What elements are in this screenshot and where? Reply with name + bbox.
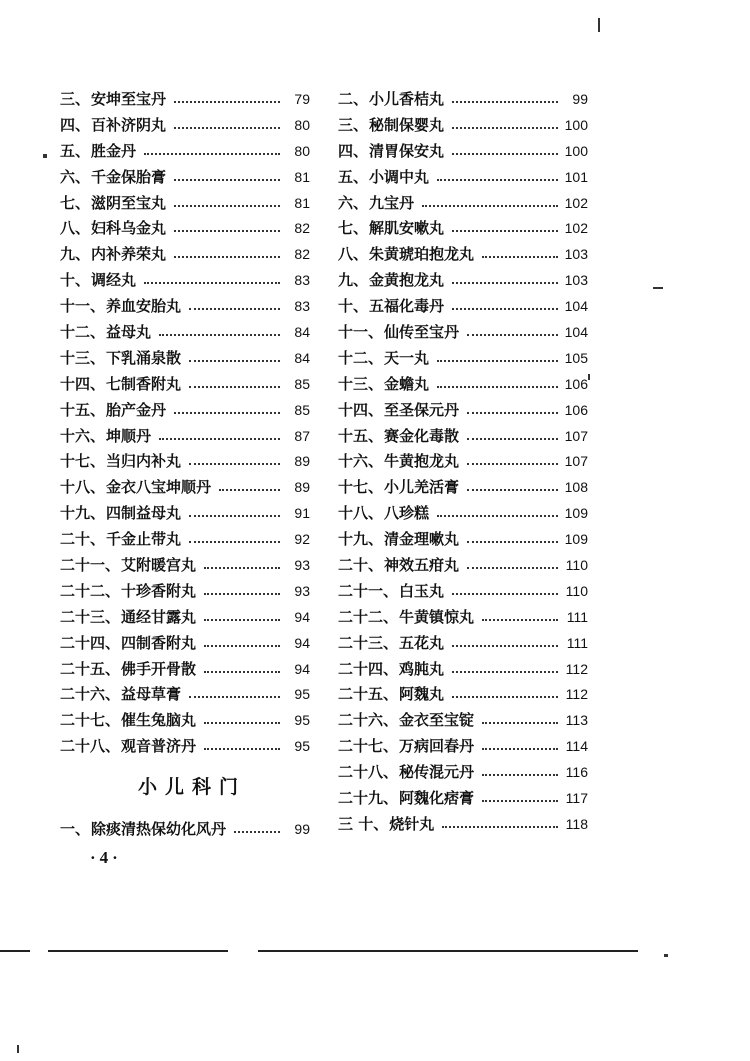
toc-entry [338, 448, 588, 474]
entry-number: 十四、 [338, 400, 384, 419]
entry-number: 三、 [338, 115, 369, 134]
toc-entry [338, 241, 588, 267]
entry-title: 千金保胎膏 [91, 167, 167, 186]
dot-leader [144, 282, 280, 284]
dot-leader [174, 205, 280, 207]
entry-page-number: 89 [294, 453, 310, 470]
entry-title: 五花丸 [399, 633, 445, 652]
toc-entry [60, 164, 310, 190]
entry-number: 十、 [338, 297, 369, 316]
toc-entry [60, 241, 310, 267]
dot-leader [452, 282, 558, 284]
toc-entry [60, 733, 310, 759]
dot-leader [189, 463, 280, 465]
entry-number: 二十三、 [60, 607, 121, 626]
bottom-rule [48, 950, 228, 952]
entry-page-number: 95 [294, 738, 310, 755]
toc-entry [338, 656, 588, 682]
entry-title: 百补济阴丸 [91, 115, 167, 134]
dot-leader [189, 515, 280, 517]
dot-leader [467, 567, 558, 569]
entry-page-number: 108 [564, 479, 588, 496]
entry-title: 养血安胎丸 [106, 297, 182, 316]
entry-number: 二十五、 [60, 659, 121, 678]
toc-entry [338, 319, 588, 345]
dot-leader [482, 619, 558, 621]
dot-leader [159, 438, 280, 440]
toc-entry [338, 759, 588, 785]
entry-title: 安坤至宝丹 [91, 89, 167, 108]
entry-title: 烧针丸 [389, 814, 435, 833]
dot-leader [204, 593, 280, 595]
entry-page-number: 85 [294, 401, 310, 418]
dot-leader [437, 179, 558, 181]
toc-entry [60, 267, 310, 293]
dot-leader [204, 748, 280, 750]
entry-page-number: 103 [564, 272, 588, 289]
entry-page-number: 104 [564, 298, 588, 315]
toc-entry [338, 733, 588, 759]
entry-number: 十六、 [60, 426, 106, 445]
entry-page-number: 84 [294, 349, 310, 366]
entry-number: 十、 [60, 271, 91, 290]
entry-page-number: 101 [564, 168, 588, 185]
entry-page-number: 103 [564, 246, 588, 263]
toc-entry [60, 707, 310, 733]
entry-page-number: 102 [564, 220, 588, 237]
dot-leader [189, 696, 280, 698]
entry-title: 阿魏化痞膏 [399, 788, 475, 807]
entry-title: 秘传混元丹 [399, 763, 475, 782]
entry-page-number: 116 [565, 764, 588, 781]
entry-page-number: 106 [564, 375, 588, 392]
entry-title: 神效五疳丸 [384, 555, 460, 574]
entry-number: 二十四、 [338, 659, 399, 678]
dot-leader [482, 256, 558, 258]
entry-number: 十七、 [338, 478, 384, 497]
dot-leader [437, 360, 558, 362]
entry-title: 除痰清热保幼化风丹 [91, 819, 227, 838]
dot-leader [189, 541, 280, 543]
dot-leader [159, 334, 280, 336]
entry-page-number: 112 [565, 686, 588, 703]
toc-left-column [60, 86, 310, 759]
entry-number: 二十、 [60, 530, 106, 549]
toc-entry [338, 267, 588, 293]
entry-title: 艾附暖宫丸 [121, 555, 197, 574]
entry-page-number: 95 [294, 686, 310, 703]
entry-page-number: 82 [294, 246, 310, 263]
entry-title: 白玉丸 [399, 581, 445, 600]
dot-leader [204, 619, 280, 621]
dot-leader [452, 308, 558, 310]
toc-entry [60, 474, 310, 500]
dot-leader [144, 153, 280, 155]
entry-page-number: 94 [294, 608, 310, 625]
toc-entry [60, 681, 310, 707]
entry-number: 八、 [60, 219, 91, 238]
entry-number: 三 十、 [338, 814, 389, 833]
bottom-rule [258, 950, 638, 952]
dot-leader [452, 593, 558, 595]
entry-page-number: 84 [294, 323, 310, 340]
entry-page-number: 79 [294, 90, 310, 107]
entry-page-number: 110 [565, 582, 588, 599]
toc-entry [338, 811, 588, 837]
entry-page-number: 118 [565, 815, 588, 832]
dot-leader [189, 308, 280, 310]
toc-entry [60, 112, 310, 138]
entry-title: 清胃保安丸 [369, 141, 445, 160]
entry-number: 十五、 [60, 400, 106, 419]
entry-number: 二十三、 [338, 633, 399, 652]
toc-entry [60, 552, 310, 578]
entry-title: 益母草膏 [121, 685, 182, 704]
dot-leader [482, 722, 558, 724]
dot-leader [482, 774, 558, 776]
entry-title: 内补养荣丸 [91, 245, 167, 264]
entry-title: 解肌安嗽丸 [369, 219, 445, 238]
entry-title: 观音普济丹 [121, 737, 197, 756]
entry-page-number: 83 [294, 272, 310, 289]
entry-page-number: 87 [294, 427, 310, 444]
dot-leader [467, 334, 558, 336]
dot-leader [234, 831, 280, 833]
entry-page-number: 112 [565, 660, 588, 677]
entry-page-number: 109 [564, 531, 588, 548]
entry-page-number: 104 [564, 323, 588, 340]
entry-page-number: 99 [294, 820, 310, 837]
entry-title: 鸡肫丸 [399, 659, 445, 678]
entry-number: 五、 [60, 141, 91, 160]
entry-number: 十一、 [338, 322, 384, 341]
toc-entry [338, 164, 588, 190]
entry-title: 坤顺丹 [106, 426, 152, 445]
entry-number: 二十五、 [338, 685, 399, 704]
entry-title: 赛金化毒散 [384, 426, 460, 445]
entry-title: 秘制保婴丸 [369, 115, 445, 134]
entry-page-number: 82 [294, 220, 310, 237]
entry-page-number: 99 [572, 90, 588, 107]
entry-title: 阿魏丸 [399, 685, 445, 704]
entry-number: 二十一、 [338, 581, 399, 600]
entry-number: 八、 [338, 245, 369, 264]
entry-number: 二十二、 [338, 607, 399, 626]
entry-number: 二十九、 [338, 788, 399, 807]
entry-number: 十五、 [338, 426, 384, 445]
entry-page-number: 105 [564, 349, 588, 366]
toc-entry [338, 681, 588, 707]
entry-page-number: 93 [294, 582, 310, 599]
entry-title: 仙传至宝丹 [384, 322, 460, 341]
toc-entry [338, 371, 588, 397]
entry-number: 二十七、 [60, 711, 121, 730]
entry-title: 益母丸 [106, 322, 152, 341]
entry-title: 下乳涌泉散 [106, 348, 182, 367]
toc-entry [338, 345, 588, 371]
entry-title: 催生兔脑丸 [121, 711, 197, 730]
entry-title: 当归内补丸 [106, 452, 182, 471]
entry-title: 金衣至宝锭 [399, 711, 475, 730]
entry-number: 二十、 [338, 555, 384, 574]
entry-page-number: 100 [564, 142, 588, 159]
entry-title: 胎产金丹 [106, 400, 167, 419]
dot-leader [219, 489, 280, 491]
entry-title: 清金理嗽丸 [384, 530, 460, 549]
toc-entry [338, 423, 588, 449]
dot-leader [452, 153, 558, 155]
dot-leader [174, 179, 280, 181]
toc-entry [60, 656, 310, 682]
toc-entry [338, 293, 588, 319]
entry-number: 二十二、 [60, 581, 121, 600]
entry-number: 一、 [60, 819, 91, 838]
toc-entry [60, 630, 310, 656]
toc-entry [60, 526, 310, 552]
entry-title: 牛黄抱龙丸 [384, 452, 460, 471]
dot-leader [452, 696, 558, 698]
toc-entry [338, 215, 588, 241]
toc-entry [338, 526, 588, 552]
entry-page-number: 102 [564, 194, 588, 211]
entry-title: 至圣保元丹 [384, 400, 460, 419]
entry-page-number: 91 [294, 505, 310, 522]
entry-title: 十珍香附丸 [121, 581, 197, 600]
dot-leader [482, 800, 558, 802]
dot-leader [452, 127, 558, 129]
entry-title: 八珍糕 [384, 504, 430, 523]
entry-page-number: 110 [565, 556, 588, 573]
entry-number: 十七、 [60, 452, 106, 471]
toc-right-column [338, 86, 588, 837]
scan-mark [43, 154, 47, 158]
entry-number: 九、 [60, 245, 91, 264]
entry-number: 二、 [338, 89, 369, 108]
entry-title: 金蟾丸 [384, 374, 430, 393]
dot-leader [452, 671, 558, 673]
dot-leader [467, 438, 558, 440]
entry-number: 十二、 [60, 322, 106, 341]
toc-entry [60, 397, 310, 423]
entry-page-number: 94 [294, 660, 310, 677]
toc-entry [60, 215, 310, 241]
toc-entry [338, 138, 588, 164]
entry-number: 二十四、 [60, 633, 121, 652]
entry-title: 胜金丹 [91, 141, 137, 160]
entry-number: 十一、 [60, 297, 106, 316]
dot-leader [174, 101, 280, 103]
entry-page-number: 107 [564, 427, 588, 444]
entry-page-number: 111 [566, 634, 588, 651]
dot-leader [452, 101, 558, 103]
toc-entry [60, 816, 310, 842]
entry-number: 二十六、 [338, 711, 399, 730]
entry-title: 万病回春丹 [399, 737, 475, 756]
toc-entry [60, 86, 310, 112]
toc-entry [338, 552, 588, 578]
toc-entry [60, 604, 310, 630]
toc-entry [60, 578, 310, 604]
entry-number: 十四、 [60, 374, 106, 393]
entry-number: 十三、 [60, 348, 106, 367]
entry-number: 二十八、 [60, 737, 121, 756]
bottom-rule [0, 950, 30, 952]
entry-title: 朱黄琥珀抱龙丸 [369, 245, 475, 264]
entry-number: 九、 [338, 271, 369, 290]
dot-leader [189, 360, 280, 362]
dot-leader [467, 541, 558, 543]
toc-entry [60, 448, 310, 474]
scan-mark [664, 954, 668, 957]
page-folio: ·4· [90, 848, 122, 867]
entry-page-number: 93 [294, 556, 310, 573]
entry-title: 滋阴至宝丸 [91, 193, 167, 212]
entry-title: 七制香附丸 [106, 374, 182, 393]
entry-number: 十三、 [338, 374, 384, 393]
entry-page-number: 106 [564, 401, 588, 418]
toc-entry [60, 319, 310, 345]
entry-page-number: 114 [565, 738, 588, 755]
entry-page-number: 109 [564, 505, 588, 522]
dot-leader [174, 230, 280, 232]
entry-page-number: 80 [294, 142, 310, 159]
entry-title: 牛黄镇惊丸 [399, 607, 475, 626]
dot-leader [482, 748, 558, 750]
entry-title: 五福化毒丹 [369, 297, 445, 316]
entry-title: 千金止带丸 [106, 530, 182, 549]
entry-number: 七、 [338, 219, 369, 238]
dot-leader [174, 127, 280, 129]
entry-page-number: 113 [565, 712, 588, 729]
entry-page-number: 92 [294, 531, 310, 548]
entry-number: 四、 [338, 141, 369, 160]
scan-mark [598, 18, 600, 32]
toc-entry [338, 707, 588, 733]
dot-leader [204, 567, 280, 569]
toc-entry [338, 604, 588, 630]
entry-title: 小儿羌活膏 [384, 478, 460, 497]
entry-number: 二十八、 [338, 763, 399, 782]
toc-entry [338, 190, 588, 216]
toc-entry [338, 785, 588, 811]
entry-page-number: 111 [566, 608, 588, 625]
dot-leader [422, 205, 558, 207]
entry-number: 十六、 [338, 452, 384, 471]
entry-page-number: 117 [565, 789, 588, 806]
toc-entry [338, 112, 588, 138]
entry-title: 通经甘露丸 [121, 607, 197, 626]
entry-title: 妇科乌金丸 [91, 219, 167, 238]
toc-entry [338, 397, 588, 423]
toc-entry [60, 371, 310, 397]
toc-entry [338, 500, 588, 526]
entry-page-number: 89 [294, 479, 310, 496]
scan-mark [653, 287, 663, 289]
toc-entry [60, 500, 310, 526]
entry-title: 小调中丸 [369, 167, 430, 186]
section-heading: 小儿科门 [138, 776, 247, 798]
toc-entry [60, 423, 310, 449]
scan-mark [17, 1045, 19, 1053]
entry-number: 二十六、 [60, 685, 121, 704]
entry-number: 十八、 [60, 478, 106, 497]
entry-number: 十二、 [338, 348, 384, 367]
entry-page-number: 85 [294, 375, 310, 392]
entry-page-number: 83 [294, 298, 310, 315]
entry-number: 五、 [338, 167, 369, 186]
entry-number: 三、 [60, 89, 91, 108]
entry-number: 六、 [60, 167, 91, 186]
entry-page-number: 100 [564, 116, 588, 133]
toc-entry [60, 345, 310, 371]
toc-entry [60, 138, 310, 164]
entry-title: 天一丸 [384, 348, 430, 367]
dot-leader [204, 722, 280, 724]
entry-number: 七、 [60, 193, 91, 212]
dot-leader [204, 645, 280, 647]
dot-leader [437, 386, 558, 388]
entry-page-number: 81 [294, 168, 310, 185]
entry-number: 十九、 [338, 530, 384, 549]
dot-leader [174, 256, 280, 258]
entry-title: 金衣八宝坤顺丹 [106, 478, 212, 497]
dot-leader [204, 671, 280, 673]
dot-leader [189, 386, 280, 388]
dot-leader [442, 826, 558, 828]
entry-page-number: 81 [294, 194, 310, 211]
entry-number: 十九、 [60, 504, 106, 523]
entry-page-number: 95 [294, 712, 310, 729]
entry-number: 十八、 [338, 504, 384, 523]
dot-leader [467, 463, 558, 465]
entry-number: 六、 [338, 193, 369, 212]
toc-entry [338, 86, 588, 112]
dot-leader [174, 412, 280, 414]
entry-number: 二十一、 [60, 555, 121, 574]
toc-entry [60, 190, 310, 216]
toc-entry [338, 578, 588, 604]
dot-leader [467, 489, 558, 491]
dot-leader [467, 412, 558, 414]
dot-leader [452, 645, 558, 647]
entry-title: 金黄抱龙丸 [369, 271, 445, 290]
entry-number: 二十七、 [338, 737, 399, 756]
toc-entry [60, 293, 310, 319]
entry-page-number: 80 [294, 116, 310, 133]
section-first-entry [60, 816, 310, 842]
dot-leader [452, 230, 558, 232]
entry-title: 四制益母丸 [106, 504, 182, 523]
scan-mark [588, 374, 590, 380]
entry-page-number: 107 [564, 453, 588, 470]
entry-page-number: 94 [294, 634, 310, 651]
entry-title: 九宝丹 [369, 193, 415, 212]
entry-title: 四制香附丸 [121, 633, 197, 652]
dot-leader [437, 515, 558, 517]
entry-title: 佛手开骨散 [121, 659, 197, 678]
entry-title: 小儿香桔丸 [369, 89, 445, 108]
entry-number: 四、 [60, 115, 91, 134]
toc-entry [338, 630, 588, 656]
entry-title: 调经丸 [91, 271, 137, 290]
toc-entry [338, 474, 588, 500]
